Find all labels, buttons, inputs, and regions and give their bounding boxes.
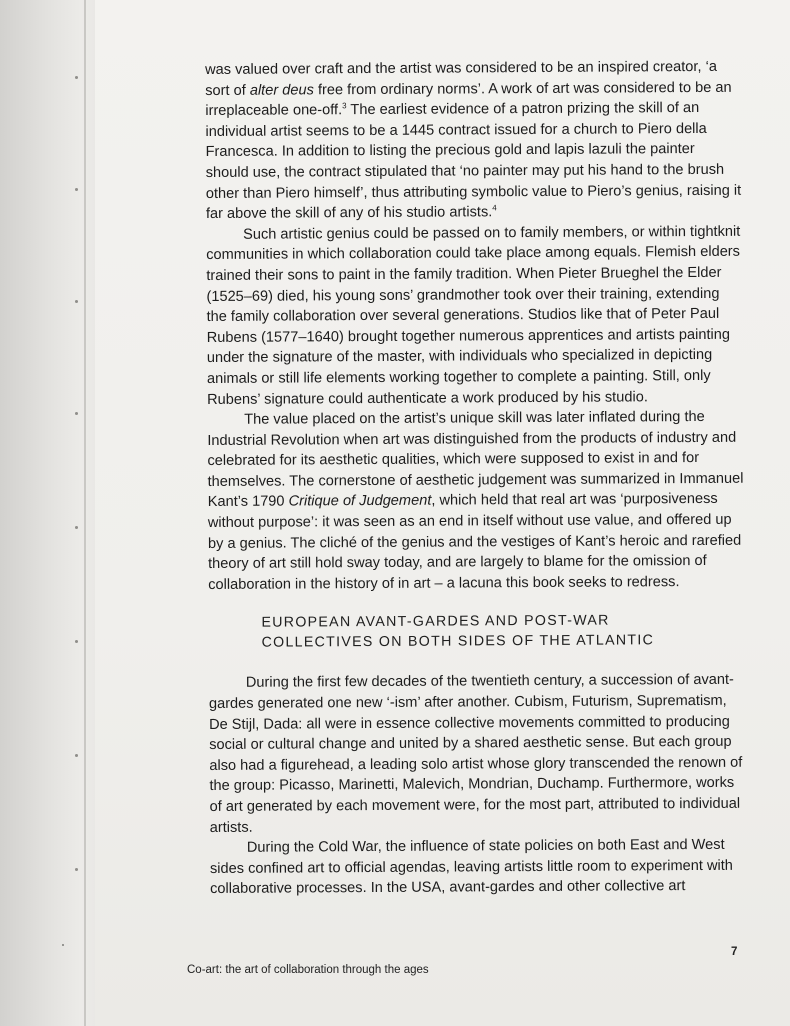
running-footer: Co-art: the art of collaboration through the ages (187, 964, 429, 976)
binding-stitch (75, 412, 78, 415)
paragraph (205, 57, 742, 225)
section-heading-line: EUROPEAN AVANT-GARDES AND POST-WAR (261, 612, 610, 632)
text-run: During the first few decades of the twentieth century, a succession of avant-gardes generated one new ‘-ism’ after another. Cubism, Futurism, Suprematism, De Stijl, Dada: all were in essence collective movements committed to producing social or cultural change and united by a shared aesthetic sense. But each group also had a figurehead, a leading solo artist whose glory transcended the renown of the group: Picasso, Marinetti, Malevich, Mondrian, Duchamp. Furthermore, works of art generated by each movement were, for the most part, attributed to individual artists. (208, 672, 743, 836)
body-text (205, 57, 746, 900)
binding-stitch (75, 640, 78, 643)
paragraph (207, 407, 744, 596)
italic-text: alter deus (249, 81, 314, 99)
page-number: 7 (731, 946, 738, 958)
italic-text: Critique of Judgement (288, 493, 432, 510)
binding-stitch (75, 754, 78, 757)
binding-edge (84, 0, 86, 1026)
section-heading (261, 610, 744, 653)
binding-stitch (75, 76, 78, 79)
text-run: was valued over craft and the artist was considered to be an inspired creator, ‘a sort of (205, 58, 717, 99)
binding-gutter (0, 0, 95, 1026)
binding-stitch (75, 188, 78, 191)
text-run: free from ordinary norms’. A work of art was considered to be an irreplaceable one-off. (205, 79, 732, 120)
paper-speck (62, 944, 64, 946)
footnote-marker: 4 (492, 203, 497, 213)
section-heading-line: COLLECTIVES ON BOTH SIDES OF THE ATLANTIC (261, 632, 655, 652)
text-run: The earliest evidence of a patron prizing the skill of an individual artist seems to be a 1445 contract issued for a church to Piero della Francesca. In addition to listing the precious gold and lapis lazuli the painter should use, the contract stipulated that ‘no painter may put his hand to the brush other than Piero himself’, thus attributing symbolic value to Piero’s genius, raising it far above the skill of any of his studio artists. (205, 100, 742, 223)
binding-stitch (75, 526, 78, 529)
book-page (95, 0, 790, 1026)
footnote-marker: 3 (342, 101, 347, 111)
text-run: Such artistic genius could be passed on to family members, or within tightknit communities in which collaboration could take place among equals. Flemish elders trained their sons to paint in the family tradition. When Pieter Brueghel the Elder (1525–69) died, his young sons’ grandmother took over their training, extending the family collaboration over several generations. Studios like that of Peter Paul Rubens (1577–1640) brought together numerous apprentices and artists painting under the signature of the master, with individuals who specialized in depicting animals or still life elements working together to complete a painting. Still, only Rubens’ signature could authenticate a work produced by his studio. (206, 223, 741, 408)
text-run: The value placed on the artist’s unique skill was later inflated during the Industrial Revolution when art was distinguished from the products of industry and celebrated for its aesthetic qualities, which were supposed to exist in and for themselves. The cornerstone of aesthetic judgement was summarized in Immanuel Kant’s 1790 (207, 409, 744, 511)
paragraph (206, 221, 743, 410)
binding-stitch (75, 300, 78, 303)
paragraph (209, 670, 746, 838)
binding-stitch (75, 868, 78, 871)
text-run: During the Cold War, the influence of state policies on both East and West sides confined art to official agendas, leaving artists little room to experiment with collaborative processes. In the USA, avant-gardes and other collective art (209, 837, 733, 898)
text-run: , which held that real art was ‘purposiveness without purpose’: it was seen as an end in itself without use value, and offered up by a genius. The cliché of the genius and the vestiges of Kant’s heroic and rarefied theory of art still hold sway today, and are largely to blame for the omission of collaboration in the history of in art – a lacuna this book seeks to redress. (207, 491, 742, 593)
paragraph (210, 835, 746, 900)
